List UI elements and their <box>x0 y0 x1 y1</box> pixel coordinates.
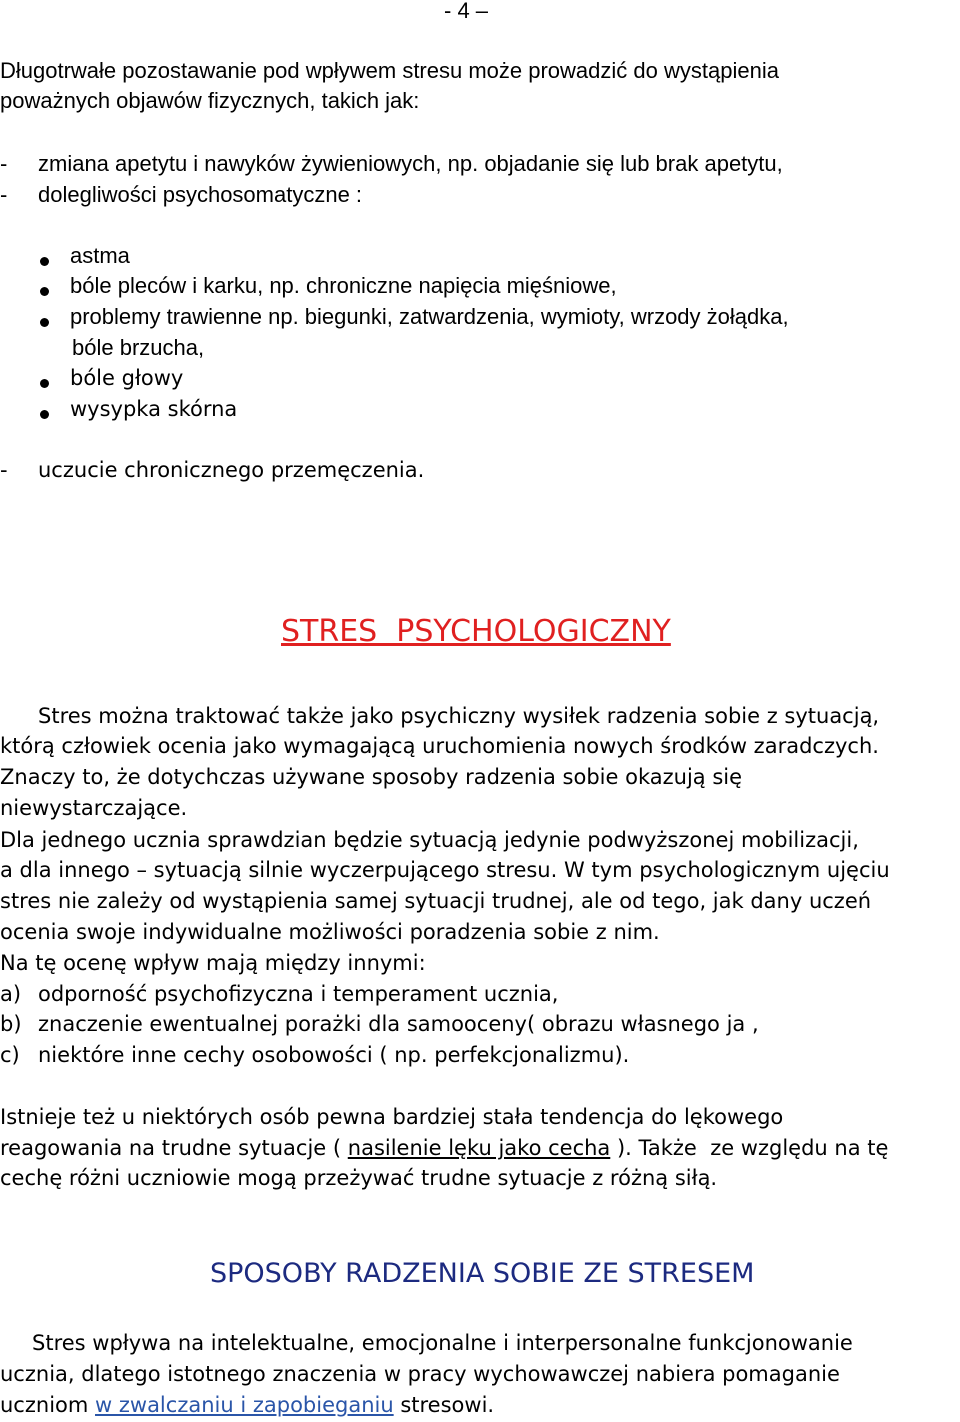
paragraph-line: Dla jednego ucznia sprawdzian będzie sytuacją jedynie podwyższonej mobilizacji, <box>0 828 859 852</box>
paragraph-line: Stres można traktować także jako psychiczny wysiłek radzenia sobie z sytuacją, <box>38 704 880 728</box>
bullet-icon <box>40 379 49 388</box>
list-item: niektóre inne cechy osobowości ( np. perfekcjonalizmu). <box>38 1043 630 1067</box>
dash-item-fatigue: uczucie chronicznego przemęczenia. <box>38 458 425 482</box>
list-item: znaczenie ewentualnej porażki dla samooceny( obrazu własnego ja , <box>38 1012 759 1036</box>
list-marker: b) <box>0 1012 22 1036</box>
link-combating-preventing[interactable]: w zwalczaniu i zapobieganiu <box>95 1393 394 1417</box>
dash-marker: - <box>0 458 8 482</box>
text-run: stresowi. <box>393 1393 495 1417</box>
paragraph-line: którą człowiek ocenia jako wymagającą uruchomienia nowych środków zaradczych. <box>0 734 879 758</box>
dash-item-appetite: zmiana apetytu i nawyków żywieniowych, np. objadanie się lub brak apetytu, <box>38 151 783 176</box>
paragraph-line: cechę różni uczniowie mogą przeżywać trudne sytuacje z różną siłą. <box>0 1166 718 1190</box>
section-heading-coping-with-stress: SPOSOBY RADZENIA SOBIE ZE STRESEM <box>210 1258 755 1289</box>
bullet-icon <box>40 318 49 327</box>
text-run: uczniom <box>0 1393 96 1417</box>
underlined-phrase: nasilenie lęku jako cecha <box>347 1136 611 1160</box>
dash-marker: - <box>0 151 8 176</box>
intro-line-1: Długotrwałe pozostawanie pod wpływem stresu może prowadzić do wystąpienia <box>0 58 779 83</box>
list-item: odporność psychofizyczna i temperament ucznia, <box>38 982 559 1006</box>
paragraph-line <box>0 1133 888 1163</box>
paragraph-line: ocenia swoje indywidualne możliwości poradzenia sobie z nim. <box>0 920 660 944</box>
text-run: reagowania na trudne sytuacje ( <box>0 1136 348 1160</box>
paragraph-line: niewystarczające. <box>0 796 188 820</box>
bullet-item-headache: bóle głowy <box>70 366 184 390</box>
bullet-item-rash: wysypka skórna <box>70 397 238 421</box>
paragraph-line: Stres wpływa na intelektualne, emocjonalne i interpersonalne funkcjonowanie <box>32 1331 853 1355</box>
paragraph-line: a dla innego – sytuacją silnie wyczerpującego stresu. W tym psychologicznym ujęciu <box>0 858 890 882</box>
paragraph-line: stres nie zależy od wystąpienia samej sytuacji trudnej, ale od tego, jak dany uczeń <box>0 889 872 913</box>
paragraph-line: ucznia, dlatego istotnego znaczenia w pracy wychowawczej nabiera pomaganie <box>0 1362 840 1386</box>
paragraph-line: Istnieje też u niektórych osób pewna bardziej stała tendencja do lękowego <box>0 1105 784 1129</box>
page-number: - 4 – <box>444 0 489 23</box>
paragraph-line: Znaczy to, że dotychczas używane sposoby radzenia sobie okazują się <box>0 765 743 789</box>
dash-marker: - <box>0 182 8 207</box>
bullet-icon <box>40 287 49 296</box>
list-marker: c) <box>0 1043 20 1067</box>
paragraph-line: Na tę ocenę wpływ mają między innymi: <box>0 951 426 975</box>
paragraph-line <box>0 1390 494 1420</box>
intro-line-2: poważnych objawów fizycznych, takich jak: <box>0 88 420 113</box>
list-marker: a) <box>0 982 22 1006</box>
bullet-icon <box>40 257 49 266</box>
text-run: ). Także ze względu na tę <box>610 1136 889 1160</box>
bullet-icon <box>40 410 49 419</box>
section-heading-psychological-stress: STRES PSYCHOLOGICZNY <box>281 614 671 649</box>
bullet-item-back-pain: bóle pleców i karku, np. chroniczne napięcia mięśniowe, <box>70 273 617 298</box>
bullet-item-asthma: astma <box>70 243 130 268</box>
bullet-item-digestive-cont: bóle brzucha, <box>72 335 205 360</box>
dash-item-psychosomatic: dolegliwości psychosomatyczne : <box>38 182 363 207</box>
bullet-item-digestive: problemy trawienne np. biegunki, zatwardzenia, wymioty, wrzody żołądka, <box>70 304 789 329</box>
